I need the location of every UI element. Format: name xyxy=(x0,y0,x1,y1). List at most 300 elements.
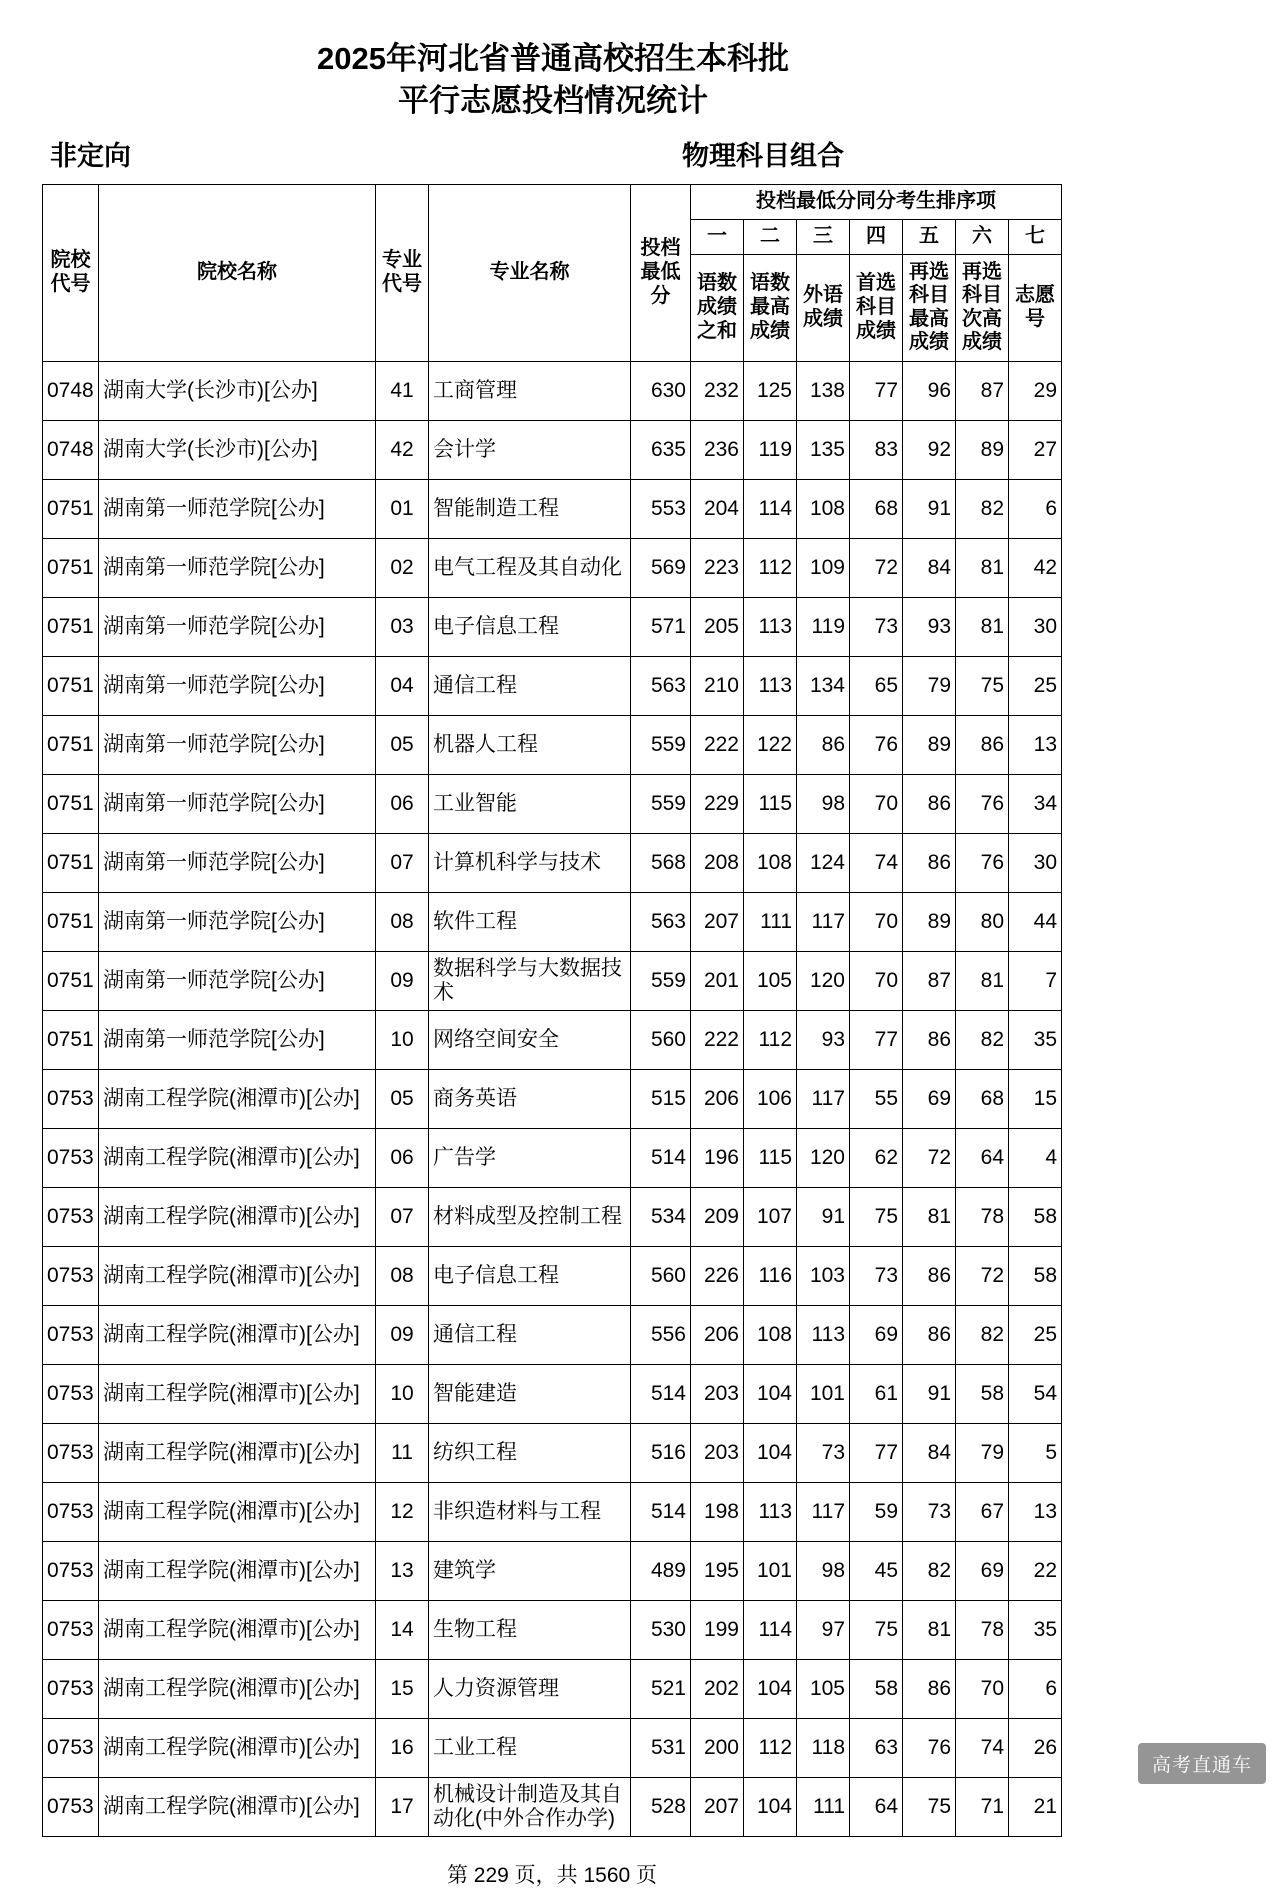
cell-sort-4: 64 xyxy=(850,1778,903,1837)
cell-sort-7: 4 xyxy=(1009,1129,1062,1188)
header-ordinal-7: 七 xyxy=(1009,219,1062,254)
cell-sort-6: 67 xyxy=(956,1483,1009,1542)
cell-major-name: 数据科学与大数据技术 xyxy=(429,952,631,1011)
cell-institution-name: 湖南工程学院(湘潭市)[公办] xyxy=(99,1070,376,1129)
table-row xyxy=(43,1247,1062,1306)
cell-sort-2: 112 xyxy=(744,1719,797,1778)
cell-institution-name: 湖南工程学院(湘潭市)[公办] xyxy=(99,1719,376,1778)
cell-sort-5: 75 xyxy=(903,1778,956,1837)
cell-institution-name: 湖南第一师范学院[公办] xyxy=(99,893,376,952)
cell-sort-7: 21 xyxy=(1009,1778,1062,1837)
cell-institution-code: 0753 xyxy=(43,1719,99,1778)
table-row xyxy=(43,1719,1062,1778)
subheader-row xyxy=(42,134,1064,174)
cell-institution-name: 湖南第一师范学院[公办] xyxy=(99,952,376,1011)
table-row xyxy=(43,362,1062,421)
cell-sort-4: 73 xyxy=(850,598,903,657)
page-title-line1: 2025年河北省普通高校招生本科批 xyxy=(317,41,789,76)
cell-min-score: 530 xyxy=(631,1601,691,1660)
cell-institution-code: 0753 xyxy=(43,1070,99,1129)
cell-sort-5: 81 xyxy=(903,1601,956,1660)
cell-sort-2: 108 xyxy=(744,1306,797,1365)
cell-sort-2: 116 xyxy=(744,1247,797,1306)
cell-sort-7: 13 xyxy=(1009,1483,1062,1542)
cell-sort-6: 81 xyxy=(956,598,1009,657)
cell-sort-2: 104 xyxy=(744,1660,797,1719)
cell-institution-name: 湖南第一师范学院[公办] xyxy=(99,1011,376,1070)
cell-institution-code: 0751 xyxy=(43,834,99,893)
cell-sort-6: 82 xyxy=(956,1306,1009,1365)
header-ordinal-5: 五 xyxy=(903,219,956,254)
cell-sort-4: 75 xyxy=(850,1188,903,1247)
cell-sort-4: 74 xyxy=(850,834,903,893)
cell-min-score: 489 xyxy=(631,1542,691,1601)
cell-sort-4: 63 xyxy=(850,1719,903,1778)
cell-major-code: 42 xyxy=(376,421,429,480)
cell-min-score: 563 xyxy=(631,893,691,952)
cell-sort-1: 232 xyxy=(691,362,744,421)
cell-institution-name: 湖南工程学院(湘潭市)[公办] xyxy=(99,1601,376,1660)
cell-sort-5: 76 xyxy=(903,1719,956,1778)
cell-sort-1: 207 xyxy=(691,1778,744,1837)
cell-sort-4: 68 xyxy=(850,480,903,539)
cell-sort-1: 198 xyxy=(691,1483,744,1542)
cell-major-name: 机器人工程 xyxy=(429,716,631,775)
cell-min-score: 635 xyxy=(631,421,691,480)
cell-sort-5: 86 xyxy=(903,1306,956,1365)
cell-min-score: 568 xyxy=(631,834,691,893)
cell-major-code: 12 xyxy=(376,1483,429,1542)
cell-institution-code: 0751 xyxy=(43,539,99,598)
cell-min-score: 560 xyxy=(631,1011,691,1070)
cell-major-code: 41 xyxy=(376,362,429,421)
cell-major-code: 15 xyxy=(376,1660,429,1719)
cell-sort-3: 93 xyxy=(797,1011,850,1070)
cell-sort-6: 78 xyxy=(956,1601,1009,1660)
table-row xyxy=(43,775,1062,834)
cell-sort-6: 76 xyxy=(956,834,1009,893)
cell-institution-code: 0751 xyxy=(43,952,99,1011)
cell-sort-3: 117 xyxy=(797,1483,850,1542)
cell-sort-4: 59 xyxy=(850,1483,903,1542)
cell-min-score: 516 xyxy=(631,1424,691,1483)
cell-sort-6: 79 xyxy=(956,1424,1009,1483)
cell-sort-7: 29 xyxy=(1009,362,1062,421)
cell-sort-7: 22 xyxy=(1009,1542,1062,1601)
cell-major-code: 08 xyxy=(376,893,429,952)
cell-sort-2: 111 xyxy=(744,893,797,952)
cell-sort-4: 77 xyxy=(850,1424,903,1483)
header-sort-label-3: 外语成绩 xyxy=(797,254,850,361)
cell-major-code: 02 xyxy=(376,539,429,598)
table-row xyxy=(43,1188,1062,1247)
cell-sort-6: 81 xyxy=(956,952,1009,1011)
cell-min-score: 559 xyxy=(631,952,691,1011)
cell-sort-5: 86 xyxy=(903,1660,956,1719)
header-major-code: 专业代号 xyxy=(376,184,429,361)
cell-institution-code: 0751 xyxy=(43,716,99,775)
cell-min-score: 514 xyxy=(631,1365,691,1424)
cell-major-name: 非织造材料与工程 xyxy=(429,1483,631,1542)
cell-sort-2: 112 xyxy=(744,1011,797,1070)
cell-sort-4: 70 xyxy=(850,775,903,834)
cell-sort-1: 196 xyxy=(691,1129,744,1188)
cell-institution-code: 0751 xyxy=(43,598,99,657)
admission-table xyxy=(42,184,1062,1837)
cell-sort-1: 226 xyxy=(691,1247,744,1306)
cell-sort-1: 195 xyxy=(691,1542,744,1601)
cell-sort-1: 200 xyxy=(691,1719,744,1778)
cell-institution-code: 0748 xyxy=(43,421,99,480)
cell-institution-code: 0751 xyxy=(43,1011,99,1070)
cell-major-name: 电子信息工程 xyxy=(429,598,631,657)
cell-sort-3: 111 xyxy=(797,1778,850,1837)
cell-institution-code: 0753 xyxy=(43,1601,99,1660)
cell-min-score: 563 xyxy=(631,657,691,716)
cell-sort-2: 108 xyxy=(744,834,797,893)
cell-institution-code: 0753 xyxy=(43,1778,99,1837)
cell-major-name: 智能制造工程 xyxy=(429,480,631,539)
cell-sort-6: 72 xyxy=(956,1247,1009,1306)
cell-sort-3: 101 xyxy=(797,1365,850,1424)
table-row xyxy=(43,893,1062,952)
cell-sort-5: 79 xyxy=(903,657,956,716)
header-sort-label-6: 再选科目次高成绩 xyxy=(956,254,1009,361)
table-row xyxy=(43,1601,1062,1660)
title-block xyxy=(42,0,1064,122)
cell-sort-7: 42 xyxy=(1009,539,1062,598)
cell-major-name: 广告学 xyxy=(429,1129,631,1188)
table-row xyxy=(43,1660,1062,1719)
cell-sort-6: 75 xyxy=(956,657,1009,716)
cell-sort-2: 114 xyxy=(744,480,797,539)
cell-sort-7: 30 xyxy=(1009,598,1062,657)
cell-sort-3: 86 xyxy=(797,716,850,775)
cell-institution-name: 湖南第一师范学院[公办] xyxy=(99,598,376,657)
cell-major-code: 17 xyxy=(376,1778,429,1837)
header-ordinal-1: 一 xyxy=(691,219,744,254)
cell-sort-3: 108 xyxy=(797,480,850,539)
cell-major-name: 智能建造 xyxy=(429,1365,631,1424)
cell-major-name: 人力资源管理 xyxy=(429,1660,631,1719)
cell-sort-1: 222 xyxy=(691,716,744,775)
cell-sort-1: 207 xyxy=(691,893,744,952)
cell-sort-6: 89 xyxy=(956,421,1009,480)
subject-group-label: 物理科目组合 xyxy=(682,140,844,171)
cell-sort-5: 86 xyxy=(903,834,956,893)
cell-sort-1: 202 xyxy=(691,1660,744,1719)
cell-sort-7: 58 xyxy=(1009,1188,1062,1247)
cell-major-name: 软件工程 xyxy=(429,893,631,952)
cell-min-score: 556 xyxy=(631,1306,691,1365)
cell-major-code: 14 xyxy=(376,1601,429,1660)
cell-institution-name: 湖南工程学院(湘潭市)[公办] xyxy=(99,1542,376,1601)
cell-major-code: 13 xyxy=(376,1542,429,1601)
cell-sort-4: 70 xyxy=(850,893,903,952)
cell-institution-code: 0753 xyxy=(43,1188,99,1247)
cell-sort-3: 97 xyxy=(797,1601,850,1660)
cell-sort-2: 113 xyxy=(744,598,797,657)
cell-institution-code: 0753 xyxy=(43,1247,99,1306)
cell-sort-3: 105 xyxy=(797,1660,850,1719)
cell-sort-7: 27 xyxy=(1009,421,1062,480)
table-row xyxy=(43,1778,1062,1837)
cell-min-score: 528 xyxy=(631,1778,691,1837)
cell-sort-3: 103 xyxy=(797,1247,850,1306)
cell-institution-name: 湖南大学(长沙市)[公办] xyxy=(99,421,376,480)
table-row xyxy=(43,1306,1062,1365)
cell-major-code: 09 xyxy=(376,952,429,1011)
cell-sort-2: 115 xyxy=(744,1129,797,1188)
watermark-badge: 高考直通车 xyxy=(1138,1743,1266,1784)
cell-sort-5: 86 xyxy=(903,1011,956,1070)
cell-sort-4: 77 xyxy=(850,362,903,421)
cell-sort-5: 86 xyxy=(903,775,956,834)
table-row xyxy=(43,1424,1062,1483)
cell-sort-3: 120 xyxy=(797,1129,850,1188)
cell-institution-name: 湖南大学(长沙市)[公办] xyxy=(99,362,376,421)
cell-sort-6: 81 xyxy=(956,539,1009,598)
header-sort-label-5: 再选科目最高成绩 xyxy=(903,254,956,361)
cell-sort-7: 13 xyxy=(1009,716,1062,775)
table-row xyxy=(43,480,1062,539)
cell-sort-2: 101 xyxy=(744,1542,797,1601)
cell-sort-7: 35 xyxy=(1009,1601,1062,1660)
cell-min-score: 559 xyxy=(631,775,691,834)
cell-major-code: 07 xyxy=(376,1188,429,1247)
table-row xyxy=(43,716,1062,775)
cell-sort-5: 82 xyxy=(903,1542,956,1601)
cell-major-name: 电子信息工程 xyxy=(429,1247,631,1306)
cell-sort-3: 109 xyxy=(797,539,850,598)
cell-major-name: 生物工程 xyxy=(429,1601,631,1660)
cell-major-code: 11 xyxy=(376,1424,429,1483)
cell-major-name: 网络空间安全 xyxy=(429,1011,631,1070)
cell-sort-1: 204 xyxy=(691,480,744,539)
cell-sort-6: 68 xyxy=(956,1070,1009,1129)
cell-min-score: 571 xyxy=(631,598,691,657)
cell-sort-4: 65 xyxy=(850,657,903,716)
cell-sort-2: 119 xyxy=(744,421,797,480)
table-row xyxy=(43,598,1062,657)
header-institution-code: 院校代号 xyxy=(43,184,99,361)
table-row xyxy=(43,1483,1062,1542)
cell-institution-name: 湖南工程学院(湘潭市)[公办] xyxy=(99,1188,376,1247)
cell-major-name: 商务英语 xyxy=(429,1070,631,1129)
cell-major-code: 04 xyxy=(376,657,429,716)
cell-sort-6: 80 xyxy=(956,893,1009,952)
cell-major-code: 16 xyxy=(376,1719,429,1778)
cell-sort-2: 105 xyxy=(744,952,797,1011)
cell-sort-4: 73 xyxy=(850,1247,903,1306)
header-major-name: 专业名称 xyxy=(429,184,631,361)
cell-sort-4: 70 xyxy=(850,952,903,1011)
cell-institution-code: 0753 xyxy=(43,1483,99,1542)
cell-sort-7: 6 xyxy=(1009,1660,1062,1719)
cell-sort-6: 86 xyxy=(956,716,1009,775)
cell-sort-3: 117 xyxy=(797,893,850,952)
cell-institution-name: 湖南第一师范学院[公办] xyxy=(99,716,376,775)
header-ordinal-4: 四 xyxy=(850,219,903,254)
cell-sort-4: 72 xyxy=(850,539,903,598)
cell-sort-5: 89 xyxy=(903,716,956,775)
cell-sort-7: 54 xyxy=(1009,1365,1062,1424)
cell-institution-code: 0753 xyxy=(43,1129,99,1188)
cell-major-code: 06 xyxy=(376,775,429,834)
cell-sort-3: 135 xyxy=(797,421,850,480)
cell-sort-4: 83 xyxy=(850,421,903,480)
cell-institution-name: 湖南工程学院(湘潭市)[公办] xyxy=(99,1660,376,1719)
cell-sort-4: 62 xyxy=(850,1129,903,1188)
cell-sort-3: 118 xyxy=(797,1719,850,1778)
cell-institution-name: 湖南工程学院(湘潭市)[公办] xyxy=(99,1247,376,1306)
cell-institution-code: 0751 xyxy=(43,775,99,834)
cell-sort-1: 206 xyxy=(691,1306,744,1365)
cell-sort-5: 91 xyxy=(903,1365,956,1424)
cell-sort-5: 91 xyxy=(903,480,956,539)
cell-sort-7: 34 xyxy=(1009,775,1062,834)
header-sort-label-2: 语数最高成绩 xyxy=(744,254,797,361)
cell-sort-4: 61 xyxy=(850,1365,903,1424)
cell-sort-2: 113 xyxy=(744,1483,797,1542)
cell-sort-1: 205 xyxy=(691,598,744,657)
cell-institution-name: 湖南工程学院(湘潭市)[公办] xyxy=(99,1424,376,1483)
cell-sort-7: 26 xyxy=(1009,1719,1062,1778)
cell-sort-6: 87 xyxy=(956,362,1009,421)
table-row xyxy=(43,952,1062,1011)
cell-sort-4: 55 xyxy=(850,1070,903,1129)
cell-sort-5: 84 xyxy=(903,1424,956,1483)
cell-sort-6: 64 xyxy=(956,1129,1009,1188)
cell-sort-3: 98 xyxy=(797,775,850,834)
cell-sort-1: 199 xyxy=(691,1601,744,1660)
cell-institution-name: 湖南工程学院(湘潭市)[公办] xyxy=(99,1365,376,1424)
cell-major-name: 工业工程 xyxy=(429,1719,631,1778)
cell-sort-5: 92 xyxy=(903,421,956,480)
table-row xyxy=(43,1542,1062,1601)
cell-institution-code: 0753 xyxy=(43,1542,99,1601)
cell-major-code: 10 xyxy=(376,1011,429,1070)
cell-sort-2: 125 xyxy=(744,362,797,421)
cell-sort-7: 30 xyxy=(1009,834,1062,893)
cell-sort-7: 7 xyxy=(1009,952,1062,1011)
page-number-info: 第 229 页，共 1560 页 xyxy=(446,1864,658,1888)
cell-min-score: 630 xyxy=(631,362,691,421)
cell-institution-code: 0753 xyxy=(43,1660,99,1719)
cell-min-score: 569 xyxy=(631,539,691,598)
cell-major-name: 计算机科学与技术 xyxy=(429,834,631,893)
cell-min-score: 560 xyxy=(631,1247,691,1306)
header-institution-name: 院校名称 xyxy=(99,184,376,361)
cell-sort-4: 77 xyxy=(850,1011,903,1070)
cell-major-name: 通信工程 xyxy=(429,657,631,716)
cell-institution-code: 0753 xyxy=(43,1365,99,1424)
cell-major-code: 09 xyxy=(376,1306,429,1365)
header-sort-group: 投档最低分同分考生排序项 xyxy=(691,184,1062,219)
cell-major-name: 纺织工程 xyxy=(429,1424,631,1483)
cell-sort-4: 75 xyxy=(850,1601,903,1660)
cell-sort-1: 236 xyxy=(691,421,744,480)
cell-sort-1: 222 xyxy=(691,1011,744,1070)
header-sort-label-7: 志愿号 xyxy=(1009,254,1062,361)
cell-sort-3: 120 xyxy=(797,952,850,1011)
cell-sort-7: 44 xyxy=(1009,893,1062,952)
cell-institution-code: 0751 xyxy=(43,893,99,952)
cell-major-name: 工业智能 xyxy=(429,775,631,834)
table-header xyxy=(43,184,1062,361)
cell-sort-4: 58 xyxy=(850,1660,903,1719)
header-min-score: 投档最低分 xyxy=(631,184,691,361)
table-row xyxy=(43,1011,1062,1070)
cell-sort-3: 134 xyxy=(797,657,850,716)
cell-major-code: 10 xyxy=(376,1365,429,1424)
header-ordinal-2: 二 xyxy=(744,219,797,254)
cell-sort-5: 69 xyxy=(903,1070,956,1129)
cell-institution-name: 湖南第一师范学院[公办] xyxy=(99,775,376,834)
cell-sort-1: 210 xyxy=(691,657,744,716)
cell-institution-name: 湖南第一师范学院[公办] xyxy=(99,539,376,598)
cell-sort-5: 89 xyxy=(903,893,956,952)
cell-sort-7: 6 xyxy=(1009,480,1062,539)
cell-sort-3: 138 xyxy=(797,362,850,421)
cell-sort-3: 117 xyxy=(797,1070,850,1129)
cell-sort-6: 82 xyxy=(956,1011,1009,1070)
cell-sort-2: 104 xyxy=(744,1365,797,1424)
table-row xyxy=(43,421,1062,480)
cell-sort-5: 93 xyxy=(903,598,956,657)
cell-min-score: 559 xyxy=(631,716,691,775)
cell-major-name: 通信工程 xyxy=(429,1306,631,1365)
cell-sort-3: 124 xyxy=(797,834,850,893)
cell-sort-2: 122 xyxy=(744,716,797,775)
cell-major-code: 01 xyxy=(376,480,429,539)
cell-min-score: 514 xyxy=(631,1483,691,1542)
plan-type-label: 非定向 xyxy=(50,140,131,171)
cell-sort-6: 58 xyxy=(956,1365,1009,1424)
table-row xyxy=(43,1070,1062,1129)
table-row xyxy=(43,657,1062,716)
cell-sort-7: 35 xyxy=(1009,1011,1062,1070)
table-row xyxy=(43,539,1062,598)
cell-sort-2: 104 xyxy=(744,1778,797,1837)
cell-sort-5: 72 xyxy=(903,1129,956,1188)
cell-institution-name: 湖南工程学院(湘潭市)[公办] xyxy=(99,1483,376,1542)
cell-major-code: 05 xyxy=(376,716,429,775)
cell-sort-5: 73 xyxy=(903,1483,956,1542)
cell-sort-4: 76 xyxy=(850,716,903,775)
cell-institution-code: 0748 xyxy=(43,362,99,421)
cell-institution-name: 湖南工程学院(湘潭市)[公办] xyxy=(99,1129,376,1188)
cell-major-code: 06 xyxy=(376,1129,429,1188)
cell-sort-7: 58 xyxy=(1009,1247,1062,1306)
table-row xyxy=(43,1365,1062,1424)
cell-major-name: 会计学 xyxy=(429,421,631,480)
cell-sort-1: 208 xyxy=(691,834,744,893)
cell-sort-5: 96 xyxy=(903,362,956,421)
cell-sort-1: 229 xyxy=(691,775,744,834)
cell-min-score: 531 xyxy=(631,1719,691,1778)
cell-major-code: 03 xyxy=(376,598,429,657)
cell-major-name: 材料成型及控制工程 xyxy=(429,1188,631,1247)
cell-sort-5: 86 xyxy=(903,1247,956,1306)
cell-sort-1: 201 xyxy=(691,952,744,1011)
cell-major-code: 08 xyxy=(376,1247,429,1306)
cell-sort-7: 15 xyxy=(1009,1070,1062,1129)
cell-institution-code: 0753 xyxy=(43,1424,99,1483)
header-ordinal-6: 六 xyxy=(956,219,1009,254)
cell-major-code: 05 xyxy=(376,1070,429,1129)
cell-min-score: 521 xyxy=(631,1660,691,1719)
